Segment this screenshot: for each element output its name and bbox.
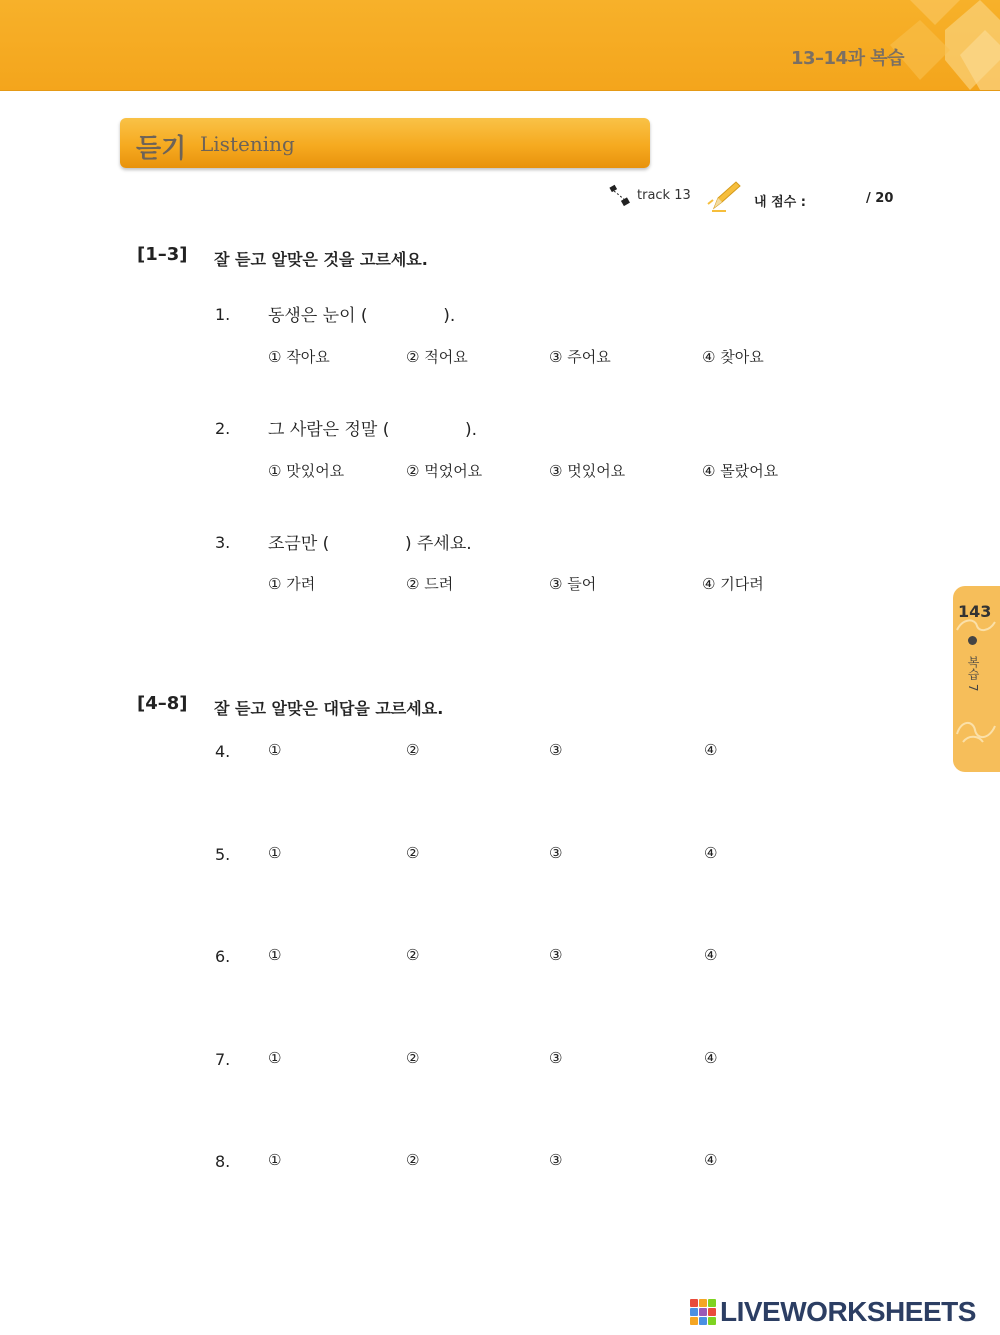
score-label: 내 점수 : (754, 195, 806, 210)
question-number: 3. (215, 533, 231, 552)
option-2[interactable]: ② (406, 1049, 420, 1067)
option-2[interactable]: ② (406, 741, 420, 759)
side-chapter-tab (953, 586, 1000, 772)
section-header (120, 118, 650, 168)
block-range-4-8: [4–8] (137, 693, 188, 714)
option-4[interactable]: ④ (704, 1049, 718, 1067)
option-4[interactable]: ④ (704, 946, 718, 964)
option-2[interactable]: ② 적어요 (406, 348, 468, 366)
option-3[interactable]: ③ 들어 (549, 575, 597, 593)
score-total: / 20 (866, 191, 894, 206)
option-3[interactable]: ③ (549, 844, 563, 862)
option-1[interactable]: ① (268, 946, 282, 964)
liveworksheets-logo-icon (690, 1299, 716, 1325)
top-banner (0, 0, 1000, 91)
option-3[interactable]: ③ (549, 946, 563, 964)
option-3[interactable]: ③ (549, 1151, 563, 1169)
option-1[interactable]: ① 가려 (268, 575, 316, 593)
track-icon[interactable] (608, 184, 634, 208)
option-4[interactable]: ④ 찾아요 (702, 348, 764, 366)
swirl-ornament-icon (955, 714, 999, 748)
option-4[interactable]: ④ (704, 1151, 718, 1169)
block-instruction-4-8: 잘 듣고 알맞은 대답을 고르세요. (214, 699, 444, 718)
page-number: 143 (958, 602, 992, 621)
option-4[interactable]: ④ 몰랐어요 (702, 462, 779, 480)
option-4[interactable]: ④ (704, 844, 718, 862)
question-number: 8. (215, 1152, 231, 1171)
section-title-english: Listening (200, 132, 295, 156)
option-4[interactable]: ④ (704, 741, 718, 759)
block-range-1-3: [1–3] (137, 244, 188, 265)
block-instruction-1-3: 잘 듣고 알맞은 것을 고르세요. (214, 250, 428, 269)
liveworksheets-logo[interactable] (690, 1296, 976, 1328)
option-1[interactable]: ① (268, 844, 282, 862)
option-1[interactable]: ① (268, 741, 282, 759)
pencil-icon (706, 180, 742, 214)
question-number: 7. (215, 1050, 231, 1069)
option-1[interactable]: ① (268, 1049, 282, 1067)
option-4[interactable]: ④ 기다려 (702, 575, 764, 593)
option-2[interactable]: ② (406, 946, 420, 964)
option-3[interactable]: ③ 주어요 (549, 348, 611, 366)
option-2[interactable]: ② 드려 (406, 575, 454, 593)
option-3[interactable]: ③ (549, 1049, 563, 1067)
option-2[interactable]: ② (406, 1151, 420, 1169)
brand-name: LIVEWORKSHEETS (720, 1296, 976, 1327)
swirl-ornament-icon (955, 616, 999, 636)
option-3[interactable]: ③ (549, 741, 563, 759)
option-1[interactable]: ① 맛있어요 (268, 462, 345, 480)
option-1[interactable]: ① 작아요 (268, 348, 330, 366)
section-title-korean: 듣기 (136, 134, 187, 164)
question-number: 6. (215, 947, 231, 966)
review-label: 복습 7 (966, 656, 980, 692)
question-number: 5. (215, 845, 231, 864)
question-text: 동생은 눈이 ( ). (268, 306, 456, 326)
option-1[interactable]: ① (268, 1151, 282, 1169)
question-number: 1. (215, 305, 231, 324)
bullet-dot (968, 636, 977, 645)
question-number: 4. (215, 742, 231, 761)
track-label: track 13 (637, 188, 691, 203)
question-text: 조금만 ( ) 주세요. (268, 534, 472, 554)
question-text: 그 사람은 정말 ( ). (268, 420, 478, 440)
chapter-title: 13–14과 복습 (790, 48, 904, 69)
option-3[interactable]: ③ 멋있어요 (549, 462, 626, 480)
question-number: 2. (215, 419, 231, 438)
option-2[interactable]: ② (406, 844, 420, 862)
option-2[interactable]: ② 먹었어요 (406, 462, 483, 480)
